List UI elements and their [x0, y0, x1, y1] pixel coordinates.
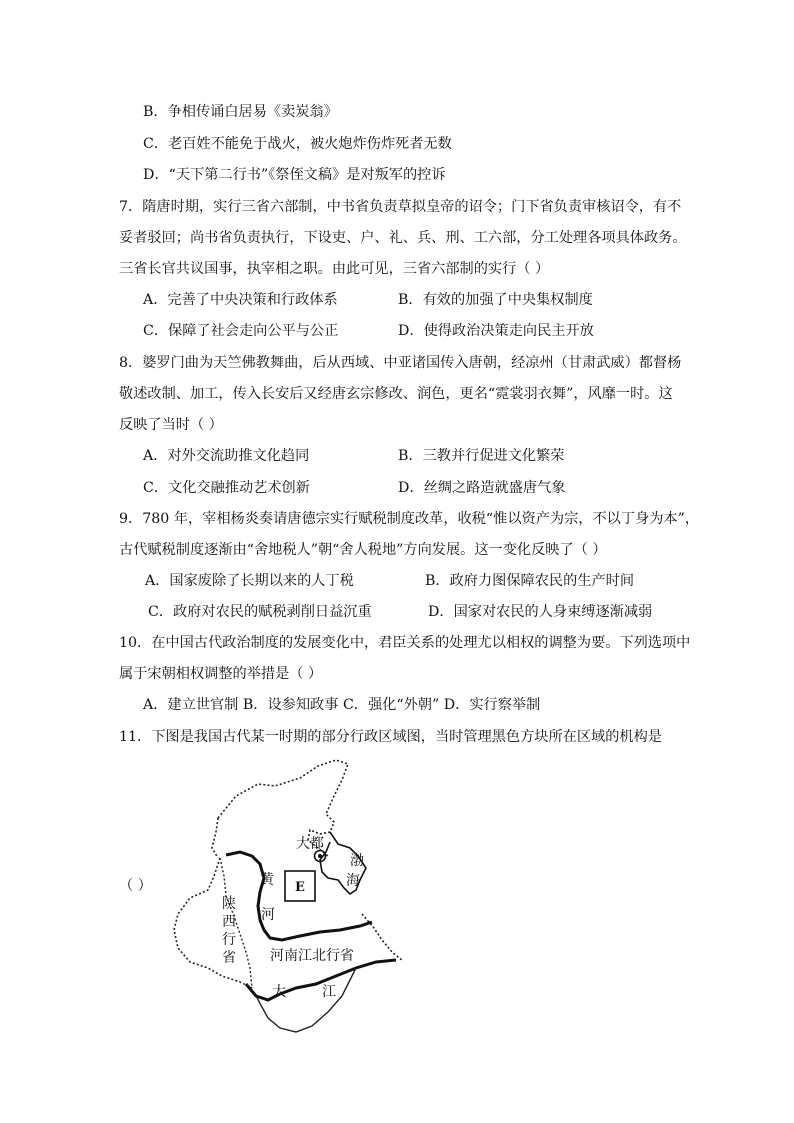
label-bo: 渤	[350, 853, 364, 869]
label-shaanxi-4: 省	[222, 950, 236, 966]
q11-answer-paren: （ ）	[119, 878, 152, 894]
q9-stem-line2: 古代赋税制度逐渐由“舍地税人”朝“舍人税地”方向发展。这一变化反映了（ ）	[119, 542, 607, 558]
q9-option-d: D．国家对农民的人身束缚逐渐减弱	[428, 604, 653, 620]
q8-option-a: A．对外交流助推文化趋同	[143, 448, 310, 464]
label-jiang: 江	[322, 984, 336, 1000]
label-hai: 海	[346, 873, 360, 889]
label-huang: 黄	[260, 872, 274, 888]
yangtze-river	[246, 960, 396, 1000]
q7-option-d: D．使得政治决策走向民主开放	[398, 323, 594, 339]
label-da: 大	[272, 984, 286, 1000]
label-dadu: 大都	[296, 836, 324, 852]
q6-option-b: B．争相传诵白居易《卖炭翁》	[143, 104, 338, 120]
label-shaanxi-1: 陕	[222, 896, 236, 912]
q9-option-b: B．政府力图保障农民的生产时间	[425, 573, 635, 589]
q10-options: A．建立世官制 B．设参知政事 C．强化“外朝” D．实行察举制	[143, 697, 541, 713]
q8-stem-line2: 敬述改制、加工，传入长安后又经唐玄宗修改、润色，更名“霓裳羽衣舞”，风靡一时。这	[119, 386, 673, 402]
label-he: 河	[261, 907, 275, 923]
label-box-e: E	[295, 880, 305, 895]
q7-stem-line1: 7．隋唐时期，实行三省六部制，中书省负责草拟皇帝的诏令；门下省负责审核诏令，有不	[119, 199, 682, 215]
q10-stem-line1: 10．在中国古代政治制度的发展变化中，君臣关系的处理尤以相权的调整为要。下列选项中	[119, 635, 691, 651]
q8-stem-line1: 8．婆罗门曲为天竺佛教舞曲，后从西域、中亚诸国传入唐朝，经凉州（甘肃武威）都督杨	[119, 355, 682, 371]
capital-marker-inner	[318, 854, 322, 858]
q7-option-c: C．保障了社会走向公平与公正	[143, 323, 339, 339]
q6-option-c: C．老百姓不能免于战火，被火炮炸伤炸死者无数	[143, 136, 452, 152]
label-shaanxi-3: 行	[222, 932, 236, 948]
q11-stem-line1: 11．下图是我国古代某一时期的部分行政区域图，当时管理黑色方块所在区域的机构是	[119, 729, 662, 745]
q7-option-b: B．有效的加强了中央集权制度	[398, 292, 593, 308]
label-henan-jiangbei: 河南江北行省	[270, 948, 354, 964]
q8-option-b: B．三教并行促进文化繁荣	[398, 448, 565, 464]
q7-stem-line3: 三省长官共议国事，执宰相之职。由此可见，三省六部制的实行（ ）	[119, 261, 550, 277]
q7-stem-line2: 妥者驳回；尚书省负责执行，下设吏、户、礼、兵、刑、工六部，分工处理各项具体政务。	[119, 230, 687, 246]
label-shaanxi-2: 西	[222, 914, 236, 930]
q8-option-c: C．文化交融推动艺术创新	[143, 480, 310, 496]
q9-option-c: C．政府对农民的赋税剥削日益沉重	[148, 604, 372, 620]
q8-stem-line3: 反映了当时（ ）	[119, 417, 223, 433]
q8-option-d: D．丝绸之路造就盛唐气象	[398, 480, 566, 496]
q7-option-a: A．完善了中央决策和行政体系	[143, 292, 338, 308]
q6-option-d: D．“天下第二行书”《祭侄文稿》是对叛军的控诉	[143, 167, 446, 183]
q9-stem-line1: 9．780 年，宰相杨炎奏请唐德宗实行赋税制度改革，收税“惟以资产为宗，不以丁身为本”，	[119, 511, 700, 527]
q9-option-a: A．国家废除了长期以来的人丁税	[145, 573, 354, 589]
administrative-region-map	[160, 756, 420, 1046]
q10-stem-line2: 属于宋朝相权调整的举措是（ ）	[119, 666, 323, 682]
